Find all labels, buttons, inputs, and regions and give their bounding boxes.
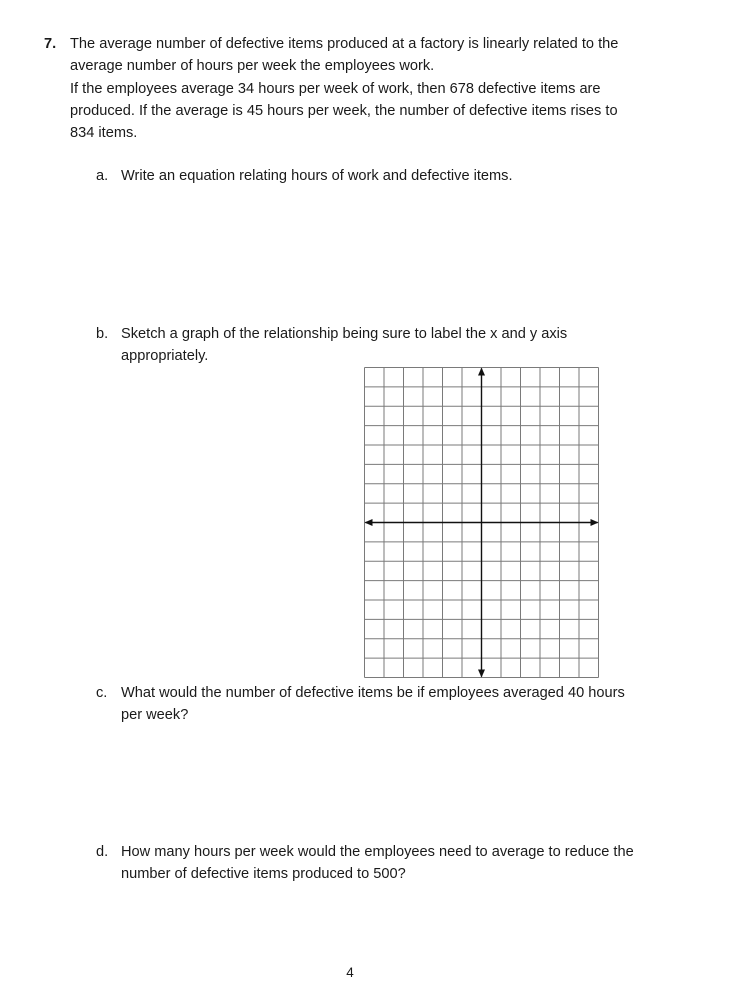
part-a-text — [121, 165, 701, 187]
y-axis-bottom-arrow — [478, 670, 485, 678]
part-a-letter: a. — [96, 168, 109, 184]
question-number: 7. — [44, 36, 57, 52]
stem-line: The average number of defective items produced at a factory is linearly related to the — [70, 36, 619, 52]
stem-line: average number of hours per week the employees work. — [70, 58, 435, 75]
stem-line: 834 items. — [70, 125, 138, 142]
x-axis-left-arrow — [365, 519, 373, 526]
part-c-text — [121, 682, 701, 727]
part-b-text — [121, 323, 701, 368]
part-c-line: per week? — [121, 707, 189, 724]
part-b-letter: b. — [96, 326, 109, 342]
stem-line: If the employees average 34 hours per week of work, then 678 defective items are — [70, 80, 601, 97]
coordinate-grid-svg — [363, 366, 600, 679]
part-d-letter: d. — [96, 844, 109, 860]
x-axis-right-arrow — [591, 519, 599, 526]
part-b-line: Sketch a graph of the relationship being sure to label the x and y axis — [121, 326, 568, 342]
part-d-line: How many hours per week would the employees need to average to reduce the — [121, 844, 634, 860]
part-d-line: number of defective items produced to 500? — [121, 866, 406, 883]
part-b-line: appropriately. — [121, 348, 209, 365]
part-a-line: Write an equation relating hours of work and defective items. — [121, 168, 513, 184]
stem-line: produced. If the average is 45 hours per week, the number of defective items rises to — [70, 102, 618, 119]
coordinate-grid — [363, 366, 600, 679]
question-stem — [70, 33, 690, 144]
page-number: 4 — [346, 965, 354, 980]
part-c-letter: c. — [96, 685, 108, 701]
part-c-line: What would the number of defective items be if employees averaged 40 hours — [121, 685, 625, 701]
part-d-text — [121, 841, 701, 886]
y-axis-top-arrow — [478, 368, 485, 376]
